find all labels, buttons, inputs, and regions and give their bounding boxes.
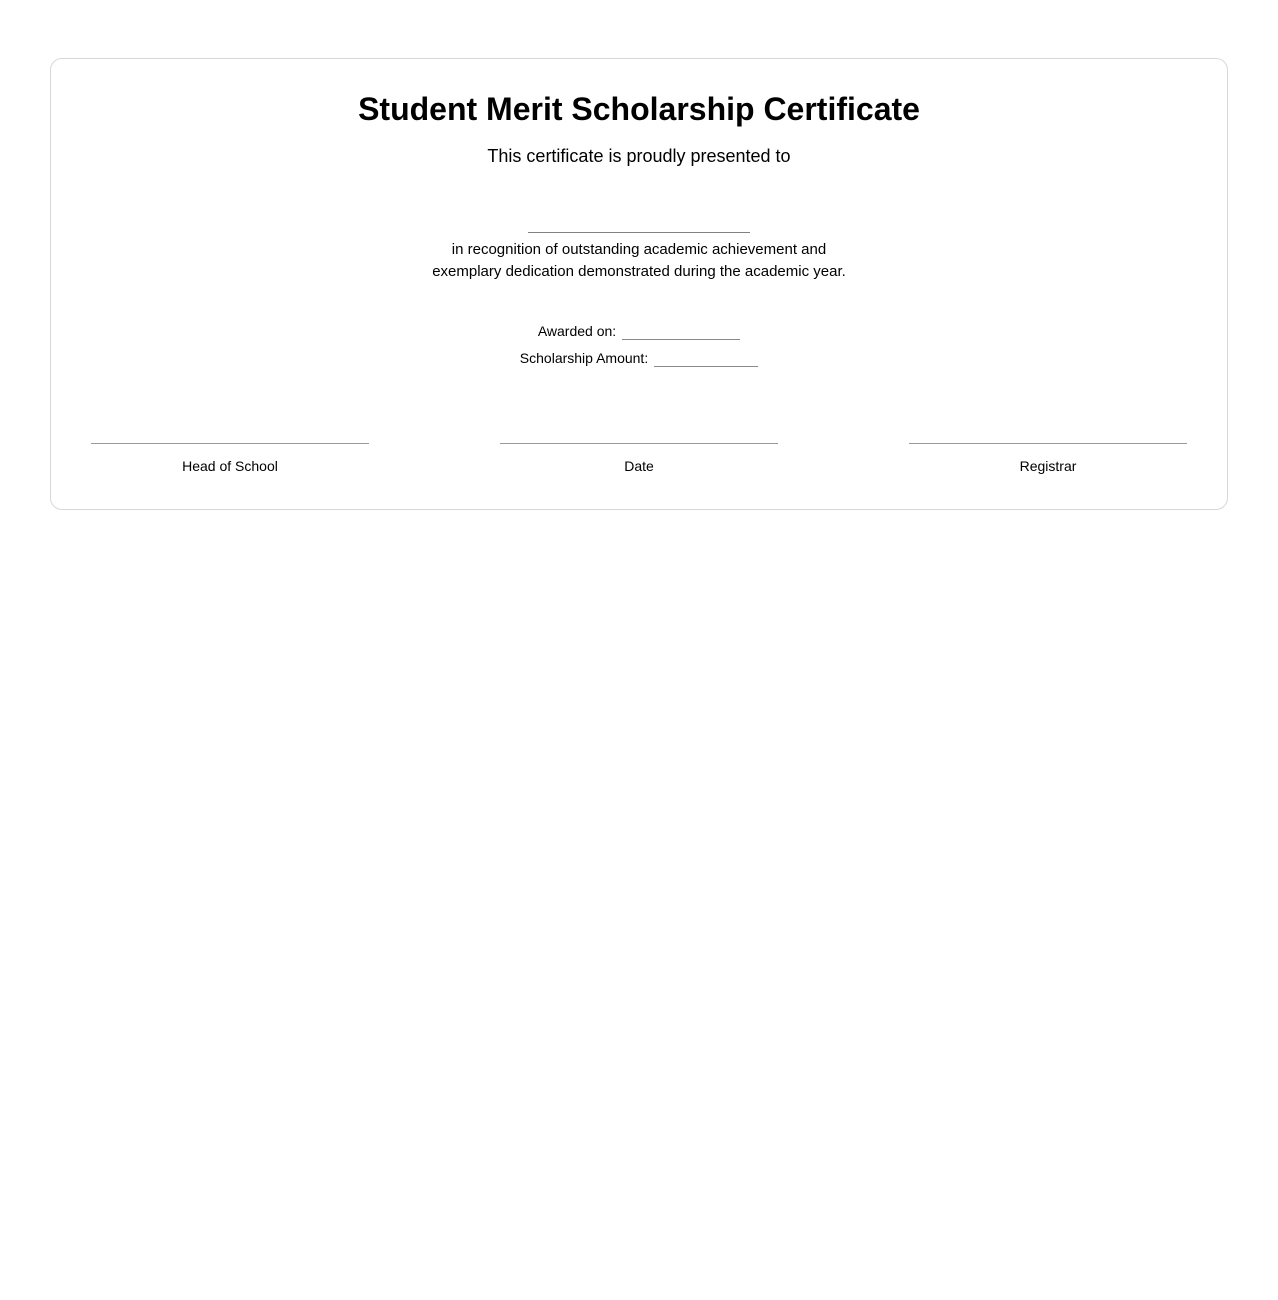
certificate-card (50, 58, 1228, 510)
award-details (91, 322, 1187, 367)
signature-line-date[interactable] (500, 443, 778, 444)
signature-block-date (500, 443, 778, 475)
scholarship-amount-row (91, 349, 1187, 367)
signature-label-head-of-school: Head of School (182, 458, 278, 474)
signature-line-head-of-school[interactable] (91, 443, 369, 444)
certificate-body-line-1: in recognition of outstanding academic achievement and (451, 241, 827, 259)
awarded-on-label: Awarded on: (537, 322, 617, 339)
signature-block-registrar (909, 443, 1187, 475)
awarded-on-input[interactable] (622, 326, 740, 340)
scholarship-amount-label: Scholarship Amount: (519, 350, 649, 367)
certificate-title: Student Merit Scholarship Certificate (358, 91, 920, 127)
signature-row (91, 443, 1187, 475)
signature-line-registrar[interactable] (909, 443, 1187, 444)
signature-label-date: Date (624, 458, 654, 474)
recipient-name-block (91, 214, 1187, 233)
certificate-subtitle: This certificate is proudly presented to (487, 146, 791, 166)
recipient-name-input[interactable] (528, 214, 750, 233)
certificate-body-text (91, 239, 1187, 282)
scholarship-amount-input[interactable] (654, 353, 758, 367)
signature-block-head-of-school (91, 443, 369, 475)
certificate-body-line-2: exemplary dedication demonstrated during the academic year. (432, 262, 846, 280)
awarded-on-row (91, 322, 1187, 340)
signature-label-registrar: Registrar (1019, 458, 1077, 474)
